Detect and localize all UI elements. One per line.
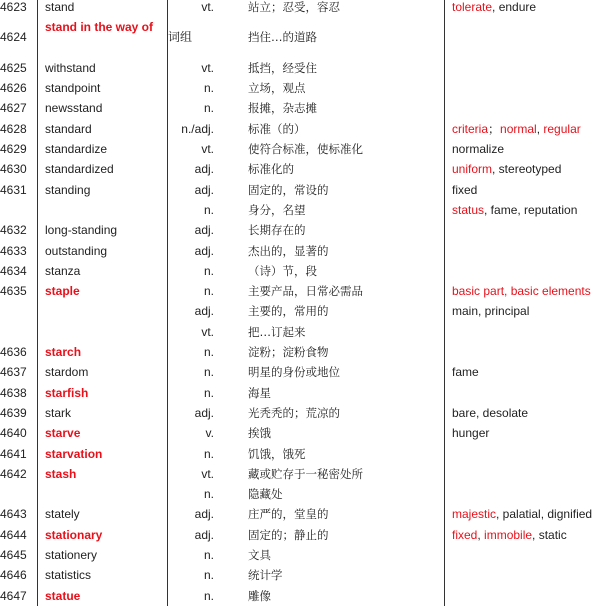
chinese-definition: 明星的身份或地位 — [248, 362, 445, 382]
spacer — [214, 301, 248, 321]
part-of-speech: n. — [203, 487, 214, 502]
chinese-definition: 隐藏处 — [248, 484, 445, 504]
synonyms — [445, 464, 600, 484]
part-of-speech: adj. — [194, 304, 214, 319]
part-of-speech: vt. — [201, 0, 214, 14]
table-row — [0, 281, 600, 301]
chinese-definition: 文具 — [248, 545, 445, 565]
spacer — [214, 403, 248, 423]
synonyms — [445, 565, 600, 585]
synonyms — [445, 444, 600, 464]
headword: withstand — [38, 58, 168, 78]
chinese-definition: 标准（的） — [248, 119, 445, 139]
chinese-definition: 雕像 — [248, 586, 445, 606]
part-of-speech: vt. — [201, 142, 214, 157]
headword: starve — [38, 423, 168, 443]
table-row — [0, 98, 600, 118]
entry-number — [0, 484, 38, 504]
synonyms — [445, 0, 600, 17]
synonyms — [445, 261, 600, 281]
chinese-definition: 固定的，常设的 — [248, 180, 445, 200]
table-row — [0, 180, 600, 200]
table-row — [0, 444, 600, 464]
synonyms — [445, 241, 600, 261]
chinese-definition: 挨饿 — [248, 423, 445, 443]
spacer — [214, 98, 248, 118]
part-of-speech: n. — [203, 385, 214, 400]
spacer — [214, 545, 248, 565]
spacer — [214, 423, 248, 443]
table-row — [0, 545, 600, 565]
synonym-text: , — [477, 527, 485, 542]
synonyms — [445, 78, 600, 98]
entry-number — [0, 322, 38, 342]
part-of-speech: adj. — [194, 527, 214, 542]
part-of-speech: n. — [203, 446, 214, 461]
chinese-definition: 庄严的，堂皇的 — [248, 504, 445, 524]
spacer — [214, 504, 248, 524]
spacer — [214, 241, 248, 261]
entry-number: 4630 — [0, 159, 38, 179]
chinese-definition: （诗）节，段 — [248, 261, 445, 281]
chinese-definition: 杰出的，显著的 — [248, 241, 445, 261]
entry-number: 4623 — [0, 0, 38, 17]
headword: standard — [38, 119, 168, 139]
table-row — [0, 119, 600, 139]
chinese-definition: 固定的；静止的 — [248, 525, 445, 545]
headword: long-standing — [38, 220, 168, 240]
table-row — [0, 464, 600, 484]
part-of-speech: adj. — [194, 243, 214, 258]
synonym-text: , fame, reputation — [484, 202, 578, 217]
part-of-speech: n. — [203, 284, 214, 299]
table-row — [0, 17, 600, 58]
synonyms — [445, 545, 600, 565]
headword: newsstand — [38, 98, 168, 118]
headword: standardize — [38, 139, 168, 159]
headword: stand — [38, 0, 168, 17]
headword: standpoint — [38, 78, 168, 98]
synonyms — [445, 200, 600, 220]
table-row — [0, 241, 600, 261]
synonym-text: bare, desolate — [452, 405, 529, 420]
spacer — [214, 362, 248, 382]
chinese-definition: 使符合标准，使标准化 — [248, 139, 445, 159]
synonyms — [445, 58, 600, 78]
key-synonym: immobile — [484, 527, 533, 542]
table-row — [0, 342, 600, 362]
chinese-definition: 立场，观点 — [248, 78, 445, 98]
headword: statue — [38, 586, 168, 606]
synonyms — [445, 220, 600, 240]
entry-number — [0, 301, 38, 321]
synonym-text: , static — [532, 527, 567, 542]
entry-number: 4643 — [0, 504, 38, 524]
table-row — [0, 200, 600, 220]
synonyms — [445, 383, 600, 403]
synonyms — [445, 301, 600, 321]
spacer — [214, 444, 248, 464]
key-synonym: status — [452, 202, 485, 217]
headword: stationary — [38, 525, 168, 545]
table-row — [0, 565, 600, 585]
synonyms — [445, 504, 600, 524]
synonyms — [445, 139, 600, 159]
spacer — [214, 383, 248, 403]
key-synonym: uniform — [452, 162, 493, 177]
synonym-text: hunger — [452, 426, 490, 441]
synonyms — [445, 362, 600, 382]
entry-number: 4635 — [0, 281, 38, 301]
entry-number: 4644 — [0, 525, 38, 545]
headword: stardom — [38, 362, 168, 382]
entry-number: 4627 — [0, 98, 38, 118]
entry-number: 4626 — [0, 78, 38, 98]
chinese-definition: 藏或贮存于一秘密处所 — [248, 464, 445, 484]
table-row — [0, 139, 600, 159]
table-row — [0, 586, 600, 606]
chinese-definition: 主要的，常用的 — [248, 301, 445, 321]
spacer — [214, 565, 248, 585]
headword: stark — [38, 403, 168, 423]
part-of-speech: n. — [203, 202, 214, 217]
synonyms — [445, 403, 600, 423]
entry-number: 4637 — [0, 362, 38, 382]
entry-number: 4642 — [0, 464, 38, 484]
headword: stately — [38, 504, 168, 524]
spacer — [214, 342, 248, 362]
chinese-definition: 主要产品，日常必需品 — [248, 281, 445, 301]
chinese-definition: 站立；忍受，容忍 — [248, 0, 445, 17]
spacer — [214, 200, 248, 220]
table-row — [0, 322, 600, 342]
headword: standardized — [38, 159, 168, 179]
headword: statistics — [38, 565, 168, 585]
entry-number: 4640 — [0, 423, 38, 443]
entry-number: 4632 — [0, 220, 38, 240]
spacer — [214, 322, 248, 342]
spacer — [214, 159, 248, 179]
entry-number: 4634 — [0, 261, 38, 281]
synonyms — [445, 180, 600, 200]
entry-number: 4625 — [0, 58, 38, 78]
part-of-speech: n. — [203, 345, 214, 360]
spacer — [214, 220, 248, 240]
synonyms — [445, 322, 600, 342]
part-of-speech: vt. — [201, 466, 214, 481]
table-row — [0, 159, 600, 179]
chinese-definition: 饥饿，饿死 — [248, 444, 445, 464]
spacer — [214, 586, 248, 606]
headword: standing — [38, 180, 168, 200]
spacer — [214, 525, 248, 545]
entry-number: 4647 — [0, 586, 38, 606]
part-of-speech: n. — [203, 568, 214, 583]
headword: stationery — [38, 545, 168, 565]
part-of-speech: v. — [205, 426, 214, 441]
headword: staple — [38, 281, 168, 301]
table-row — [0, 58, 600, 78]
part-of-speech: n./adj. — [181, 121, 214, 136]
synonyms — [445, 586, 600, 606]
part-of-speech: adj. — [194, 223, 214, 238]
spacer — [214, 17, 248, 58]
synonym-text: , palatial, dignified — [496, 507, 593, 522]
part-of-speech: adj. — [194, 162, 214, 177]
key-synonym: criteria — [452, 121, 489, 136]
key-synonym: regular — [543, 121, 581, 136]
synonyms — [445, 525, 600, 545]
headword — [38, 322, 168, 342]
spacer — [214, 58, 248, 78]
spacer — [214, 484, 248, 504]
synonym-text: , endure — [492, 0, 537, 14]
key-synonym: fixed — [452, 527, 478, 542]
table-row — [0, 484, 600, 504]
entry-number: 4624 — [0, 17, 38, 58]
entry-number: 4641 — [0, 444, 38, 464]
chinese-definition: 淀粉；淀粉食物 — [248, 342, 445, 362]
table-row — [0, 362, 600, 382]
part-of-speech: n. — [203, 548, 214, 563]
table-row — [0, 403, 600, 423]
synonyms — [445, 423, 600, 443]
synonyms — [445, 119, 600, 139]
entry-number: 4639 — [0, 403, 38, 423]
synonyms — [445, 159, 600, 179]
headword: starch — [38, 342, 168, 362]
entry-number: 4645 — [0, 545, 38, 565]
part-of-speech: vt. — [201, 324, 214, 339]
part-of-speech: n. — [203, 101, 214, 116]
part-of-speech: n. — [203, 263, 214, 278]
headword — [38, 200, 168, 220]
spacer — [214, 281, 248, 301]
synonym-text: , — [536, 121, 544, 136]
entry-number: 4636 — [0, 342, 38, 362]
table-row — [0, 423, 600, 443]
entry-number: 4633 — [0, 241, 38, 261]
chinese-definition: 光秃秃的；荒凉的 — [248, 403, 445, 423]
synonyms — [445, 17, 600, 58]
spacer — [214, 261, 248, 281]
part-of-speech: adj. — [194, 405, 214, 420]
table-row — [0, 301, 600, 321]
entry-number: 4628 — [0, 119, 38, 139]
synonyms — [445, 98, 600, 118]
table-row — [0, 0, 600, 17]
chinese-definition: 海星 — [248, 383, 445, 403]
table-row — [0, 383, 600, 403]
chinese-definition: 抵挡，经受住 — [248, 58, 445, 78]
part-of-speech: adj. — [194, 507, 214, 522]
synonyms — [445, 281, 600, 301]
synonyms — [445, 342, 600, 362]
chinese-definition: 长期存在的 — [248, 220, 445, 240]
key-synonym: normal — [500, 121, 537, 136]
synonym-text: normalize — [452, 142, 505, 157]
key-synonym: majestic — [452, 507, 497, 522]
entry-number: 4638 — [0, 383, 38, 403]
part-of-speech: n. — [203, 81, 214, 96]
headword: starfish — [38, 383, 168, 403]
part-of-speech: n. — [203, 588, 214, 603]
synonym-text: fixed — [452, 182, 478, 197]
headword — [38, 484, 168, 504]
spacer — [214, 78, 248, 98]
chinese-definition: 挡住…的道路 — [248, 17, 445, 58]
table-row — [0, 78, 600, 98]
synonyms — [445, 484, 600, 504]
synonym-text: fame — [452, 365, 479, 380]
spacer — [214, 180, 248, 200]
key-synonym: basic part, basic elements — [452, 284, 591, 299]
table-row — [0, 261, 600, 281]
part-of-speech: 词组 — [168, 30, 193, 45]
chinese-definition: 报摊，杂志摊 — [248, 98, 445, 118]
headword: stanza — [38, 261, 168, 281]
synonym-text: main, principal — [452, 304, 530, 319]
headword: starvation — [38, 444, 168, 464]
headword: stand in the way of — [38, 17, 168, 58]
key-synonym: tolerate — [452, 0, 493, 14]
spacer — [214, 139, 248, 159]
synonym-text: ； — [488, 121, 501, 136]
table-row — [0, 220, 600, 240]
spacer — [214, 464, 248, 484]
chinese-definition: 标准化的 — [248, 159, 445, 179]
chinese-definition: 统计学 — [248, 565, 445, 585]
table-row — [0, 525, 600, 545]
headword — [38, 301, 168, 321]
headword: stash — [38, 464, 168, 484]
headword: outstanding — [38, 241, 168, 261]
entry-number: 4646 — [0, 565, 38, 585]
chinese-definition: 身分，名望 — [248, 200, 445, 220]
entry-number: 4631 — [0, 180, 38, 200]
part-of-speech: adj. — [194, 182, 214, 197]
spacer — [214, 119, 248, 139]
entry-number — [0, 200, 38, 220]
part-of-speech: n. — [203, 365, 214, 380]
chinese-definition: 把…订起来 — [248, 322, 445, 342]
synonym-text: , stereotyped — [492, 162, 562, 177]
spacer — [214, 0, 248, 17]
entry-number: 4629 — [0, 139, 38, 159]
table-row — [0, 504, 600, 524]
part-of-speech: vt. — [201, 60, 214, 75]
